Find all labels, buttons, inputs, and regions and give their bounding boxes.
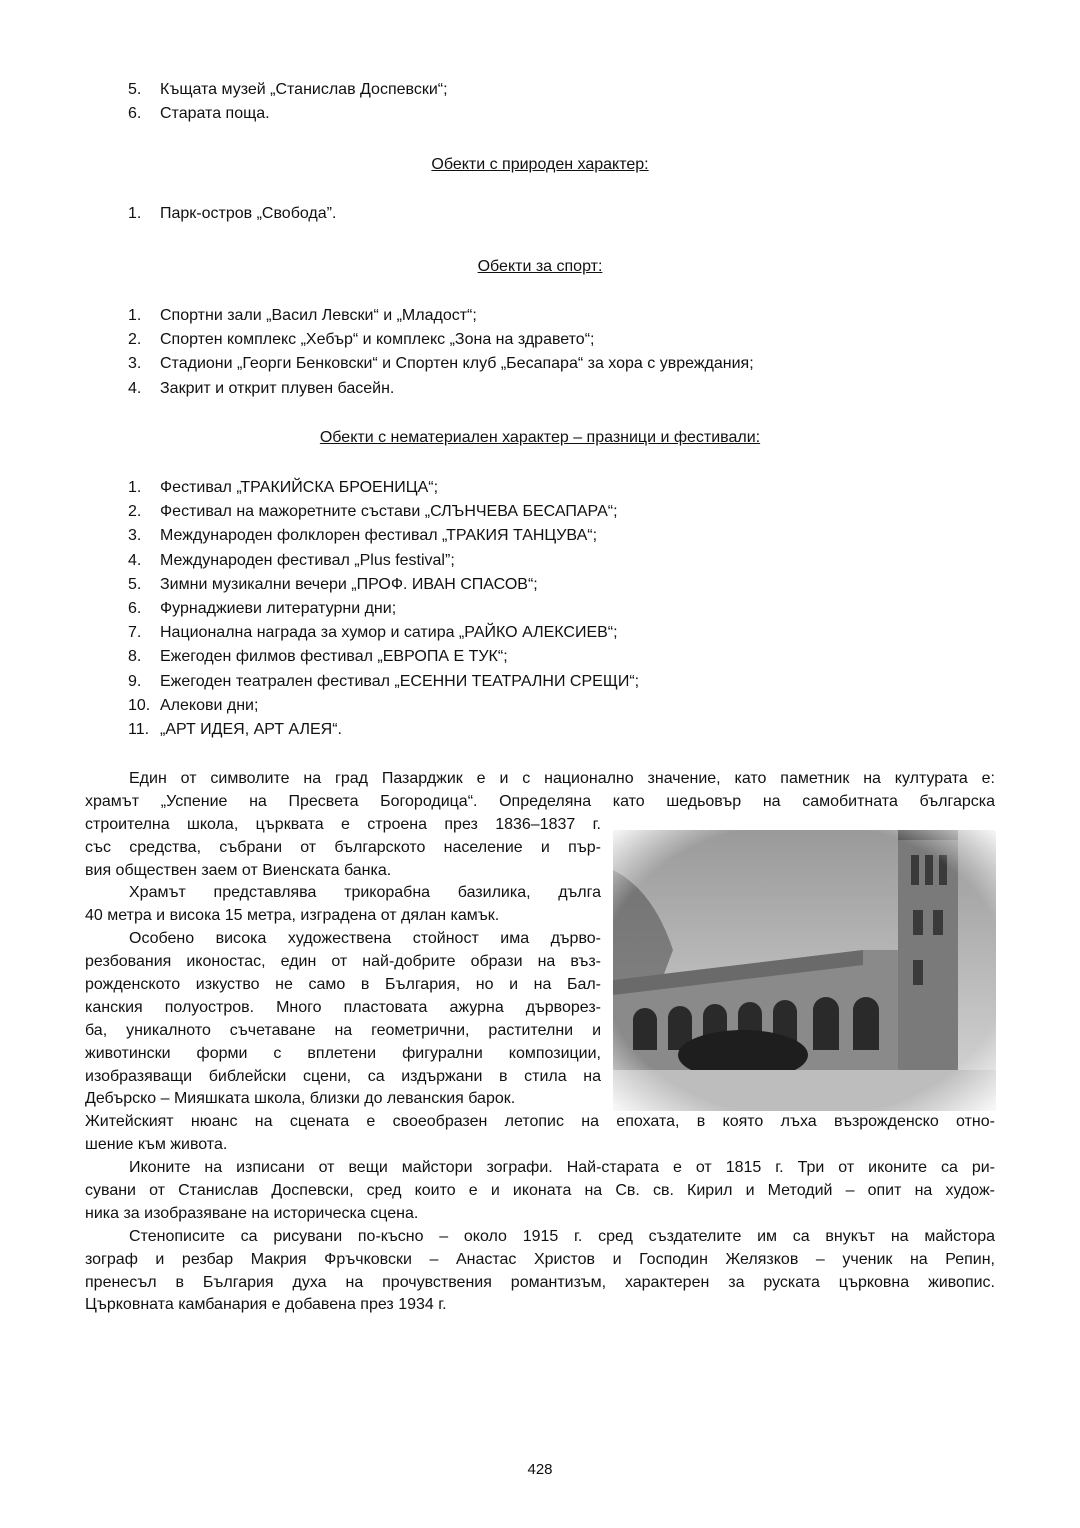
list-number: 10. xyxy=(128,696,151,714)
list-item xyxy=(128,670,639,694)
text-line: храмът „Успение на Пресвета Богородица“. Определяна като шедьовър на самобитната българска xyxy=(85,792,995,810)
sport-list xyxy=(128,304,754,401)
text-line: Храмът представлява трикорабна базилика, дълга xyxy=(129,884,601,902)
list-text: Зимни музикални вечери „ПРОФ. ИВАН СПАСОВ“; xyxy=(160,575,538,593)
list-text: Международен фестивал „Plus festival”; xyxy=(160,551,455,569)
text-line: със средства, събрани от българското население и пър- xyxy=(85,838,601,856)
list-text: Ежегоден театрален фестивал „ЕСЕННИ ТЕАТРАЛНИ СРЕЩИ“; xyxy=(160,672,640,690)
list-text: Фурнаджиеви литературни дни; xyxy=(160,599,397,617)
list-item xyxy=(128,573,639,597)
list-number: 5. xyxy=(128,575,142,593)
list-number: 3. xyxy=(128,527,142,545)
list-number: 2. xyxy=(128,503,142,521)
text-line: рожденското изкуство не само в България, но и на Бал- xyxy=(85,976,601,994)
list-item xyxy=(128,621,639,645)
list-item: 1. Спортни зали „Васил Левски“ и „Младост“; xyxy=(128,307,477,324)
list-number: 7. xyxy=(128,624,142,642)
text-line: зограф и резбар Макрия Фръчковски – Анастас Христов и Господин Желязков – ученик на Репин, xyxy=(85,1250,995,1268)
list-item xyxy=(128,549,639,573)
section-heading-festivals: Обекти с нематериален характер – празници и фестивали: xyxy=(319,429,761,446)
top-list xyxy=(128,78,448,126)
text-line: животински форми с вплетени фигурални композиции, xyxy=(85,1044,601,1062)
text-line: резбования иконостас, един от най-добрите образи на въз- xyxy=(85,953,601,971)
list-text: Международен фолклорен фестивал „ТРАКИЯ ТАНЦУВА“; xyxy=(160,527,598,545)
text-line: канския полуостров. Много пластовата ажурна дърворез- xyxy=(85,998,601,1016)
nature-list xyxy=(128,202,336,226)
list-text: Фестивал „ТРАКИЙСКА БРОЕНИЦА“; xyxy=(160,479,439,496)
text-line: Един от символите на град Пазарджик е и с национално значение, като паметник на културата е: xyxy=(129,770,995,787)
list-number: 8. xyxy=(128,648,142,666)
text-line: Стенописите са рисувани по-късно – около 1915 г. сред създателите им са внукът на майстора xyxy=(129,1227,995,1245)
text-line: ника за изобразяване на историческа сцена. xyxy=(85,1204,419,1222)
text-line: изобразяващи библейски сцени, са издържани в стила на xyxy=(85,1067,601,1085)
list-text: „АРТ ИДЕЯ, АРТ АЛЕЯ“. xyxy=(160,720,342,738)
list-item xyxy=(128,718,639,742)
list-item: 1. Парк-остров „Свобода”. xyxy=(128,205,337,222)
list-item xyxy=(128,524,639,548)
list-number: 6. xyxy=(128,599,142,617)
list-number: 4. xyxy=(128,551,142,569)
list-item: 3. Стадиони „Георги Бенковски“ и Спортен клуб „Бесапара“ за хора с увреждания; xyxy=(128,355,754,373)
text-line: Житейският нюанс на сцената е своеобразен летопис на епохата, в която лъха възрожденско отно- xyxy=(85,1113,995,1131)
list-item: 4. Закрит и открит плувен басейн. xyxy=(128,379,395,397)
list-number: 11. xyxy=(128,720,150,738)
list-item: 5. Къщата музей „Станислав Доспевски“; xyxy=(128,81,448,98)
text-line: шение към живота. xyxy=(85,1136,228,1154)
list-number: 9. xyxy=(128,672,142,690)
list-text: Ежегоден филмов фестивал „ЕВРОПА Е ТУК“; xyxy=(160,648,508,666)
text-line: сувани от Станислав Доспевски, сред които е и иконата на Св. св. Кирил и Методий – опит на худож- xyxy=(85,1182,995,1200)
list-item xyxy=(128,500,639,524)
festivals-list xyxy=(128,476,639,742)
list-item xyxy=(128,476,639,500)
list-text: Алекови дни; xyxy=(160,696,259,714)
text-line: Църковната камбанария е добавена през 1934 г. xyxy=(85,1296,447,1314)
list-item xyxy=(128,597,639,621)
text-line: вия обществен заем от Виенската банка. xyxy=(85,861,392,879)
list-number: 1. xyxy=(128,479,142,496)
list-item: 2. Спортен комплекс „Хебър“ и комплекс „Зона на здравето“; xyxy=(128,331,595,349)
list-text: Национална награда за хумор и сатира „РАЙКО АЛЕКСИЕВ“; xyxy=(160,624,618,642)
section-heading-nature: Обекти с природен характер: xyxy=(431,156,649,173)
text-line: ба, уникалното съчетаване на геометрични, растителни и xyxy=(85,1021,601,1039)
section-heading-sport: Обекти за спорт: xyxy=(477,258,603,275)
list-item: 6. Старата поща. xyxy=(128,105,270,123)
list-text: Фестивал на мажоретните състави „СЛЪНЧЕВА БЕСАПАРА“; xyxy=(160,503,618,521)
text-line: 40 метра и висока 15 метра, изградена от дялан камък. xyxy=(85,907,500,925)
list-item xyxy=(128,694,639,718)
church-photo xyxy=(613,830,996,1111)
page-number: 428 xyxy=(527,1461,553,1478)
text-line: пренесъл в България духа на прочувствения романтизъм, характерен за руската църковна живопис. xyxy=(85,1273,995,1291)
text-line: Особено висока художествена стойност има дърво- xyxy=(129,930,601,948)
church-image xyxy=(613,830,996,1111)
text-line: Иконите на изписани от вещи майстори зографи. Най-старата е от 1815 г. Три от иконите са ри- xyxy=(129,1159,995,1177)
text-line: строителна школа, църквата е строена през 1836–1837 г. xyxy=(85,815,601,833)
text-line: Дебърско – Мияшката школа, близки до леванския барок. xyxy=(85,1090,516,1108)
list-item xyxy=(128,645,639,669)
